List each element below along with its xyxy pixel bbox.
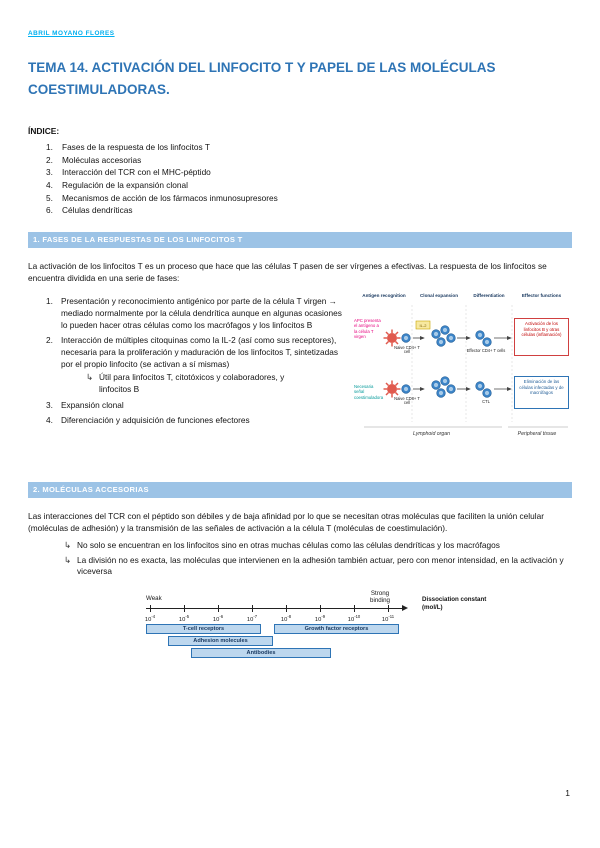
scale-tick: [252, 605, 253, 612]
scale-tick: [286, 605, 287, 612]
figure-column-label: Clonal expansion: [419, 292, 459, 298]
section1-intro: La activación de los linfocitos T es un proceso que hace que las células T pasen de ser vírgenes a efectivas. La respuesta de los linfocitos se encuentra dividida en una serie de fases:: [28, 260, 547, 283]
phase-number: 3.: [46, 399, 53, 410]
figure-column-label: Effector functions: [521, 292, 562, 298]
naive-cd8-label: Naive CD8+ T cell: [394, 395, 420, 406]
scale-tick: [320, 605, 321, 612]
bullet-item: [64, 540, 584, 552]
index-item: [46, 141, 572, 154]
red-annotation-box: Activación de los linfocitos B y otras células (inflamación): [514, 318, 569, 356]
phase-text: Presentación y reconocimiento antigénico por parte de la célula T virgen → mediado normalmente por la célula dendrítica aunque en algunas ocasiones lo pueden hacer otras células como los macrófagos y los linfocitos B: [61, 295, 342, 330]
effector-cd4-label: Effector CD4+ T cells: [466, 347, 506, 353]
index-item: [46, 192, 572, 205]
section2-header: 2. MOLÉCULAS ACCESORIAS: [28, 482, 572, 498]
figure-note-pink: APC presenta el antígeno a la célula T virgen: [354, 317, 381, 339]
scale-tick: [150, 605, 151, 612]
tick-label: $10^{-5}$: [178, 614, 190, 624]
scale-tick: [218, 605, 219, 612]
section1-content: [28, 292, 572, 464]
index-item-number: 3.: [46, 167, 53, 178]
tick-label: $10^{-6}$: [212, 614, 224, 624]
tick-label: $10^{-4}$: [144, 614, 156, 624]
figure-caption-lymphoid: Lymphoid organ: [412, 430, 451, 437]
index-item: [46, 154, 572, 167]
strong-binding-label: Strong binding: [370, 590, 390, 605]
index-item: [46, 166, 572, 179]
scale-bar-tcell-receptors: T-cell receptors: [146, 624, 261, 634]
cd8-clonal-expansion-cells: [432, 377, 456, 398]
index-list: [28, 141, 572, 217]
tick-label: $10^{-11}$: [381, 614, 395, 624]
cd4-clonal-expansion-cells: [432, 326, 456, 347]
index-item-text: Moléculas accesorias: [62, 154, 142, 165]
section1-header: 1. FASES DE LA RESPUESTAS DE LOS LINFOCITOS T: [28, 232, 572, 248]
scale-tick: [388, 605, 389, 612]
index-item-number: 4.: [46, 180, 53, 191]
phase-item: [46, 295, 350, 331]
author-name: ABRIL MOYANO FLORES: [28, 30, 115, 37]
page-title: TEMA 14. ACTIVACIÓN DEL LINFOCITO T Y PAPEL DE LAS MOLÉCULAS COESTIMULADORAS.: [28, 60, 496, 97]
naive-cd8-tcell-icon: [402, 385, 411, 394]
figure-caption-peripheral: Peripheral tissue: [517, 430, 557, 437]
index-item-text: Fases de la respuesta de los linfocitos T: [62, 142, 210, 153]
phase-item: [46, 414, 350, 426]
blue-annotation-box: Eliminación de las células infectadas y de macrófagos: [514, 376, 569, 409]
tick-label: $10^{-7}$: [246, 614, 258, 624]
ctl-label: CTL: [482, 398, 490, 404]
index-item-text: Células dendríticas: [62, 205, 133, 216]
scale-tick: [354, 605, 355, 612]
binding-strength-scale: [116, 590, 586, 670]
phase-number: 2.: [46, 334, 53, 345]
sub-bullet-arrow-icon: ↳: [64, 554, 71, 565]
scale-arrowhead-icon: [402, 605, 408, 611]
weak-label: Weak: [146, 595, 162, 603]
phase-sub-item: [86, 372, 286, 396]
index-item: [46, 204, 572, 217]
effector-cd4-cells: [476, 331, 492, 347]
naive-cd4-tcell-icon: [402, 334, 411, 343]
tcell-activation-figure: [354, 292, 572, 456]
tick-label: $10^{-9}$: [314, 614, 326, 624]
index-item-number: 6.: [46, 205, 53, 216]
phase-text: Diferenciación y adquisición de funciones efectores: [61, 414, 250, 425]
index-item: [46, 179, 572, 192]
dendritic-cell-icon: [384, 380, 401, 397]
page-number: 1: [565, 788, 570, 798]
sub-bullet-arrow-icon: ↳: [64, 539, 71, 550]
phase-number: 4.: [46, 414, 53, 425]
dissociation-constant-label: Dissociation constant (mol/L): [422, 596, 487, 611]
index-heading: ÍNDICE:: [28, 126, 60, 137]
naive-cd4-label: Naive CD4+ T cell: [394, 344, 420, 355]
scale-bar-antibodies: Antibodies: [191, 648, 331, 658]
il2-label: IL-2: [419, 322, 427, 328]
phase-list: [28, 292, 354, 464]
section2-intro: Las interacciones del TCR con el péptido son débiles y de baja afinidad por lo que se necesitan otras moléculas que faciliten la unión celular (moléculas de adhesión) y la transmisión de las señales de activación a la célula T (moléculas de coestimulación).: [28, 510, 544, 533]
dendritic-cell-icon: [384, 329, 401, 346]
scale-bar-growth-factor-receptors: Growth factor receptors: [274, 624, 399, 634]
index-item-text: Mecanismos de acción de los fármacos inmunosupresores: [62, 192, 278, 203]
phase-text: Interacción de múltiples citoquinas como la IL-2 (así como sus receptores), necesaria para la proliferación y maduración de los linfocitos T, sintetizadas por el propio linfocito (se activan a sí mismas): [61, 334, 339, 369]
index-item-text: Regulación de la expansión clonal: [62, 180, 188, 191]
sub-bullet-arrow-icon: ↳: [86, 371, 93, 382]
scale-bar-adhesion-molecules: Adhesion molecules: [168, 636, 273, 646]
bullet-text: La división no es exacta, las moléculas que intervienen en la adhesión también actuar, pero con menor intensidad, en la activación y viceversa: [77, 554, 564, 577]
bullet-item: [64, 555, 584, 579]
tick-label: $10^{-10}$: [347, 614, 361, 624]
tick-label: $10^{-8}$: [280, 614, 292, 624]
scale-tick: [184, 605, 185, 612]
index-item-number: 2.: [46, 154, 53, 165]
figure-column-label: Antigen recognition: [362, 292, 406, 298]
index-item-number: 5.: [46, 192, 53, 203]
bullet-text: No solo se encuentran en los linfocitos sino en otras muchas células como las células dendríticas y los macrófagos: [77, 539, 500, 550]
index-item-text: Interacción del TCR con el MHC-péptido: [62, 167, 211, 178]
phase-item: [46, 334, 350, 370]
figure-shapes: [354, 292, 572, 442]
figure-note-teal: Necesaria señal coestimuladora: [354, 383, 384, 400]
phase-text: Expansión clonal: [61, 399, 124, 410]
figure-column-label: Differentiation: [473, 292, 505, 298]
phase-sub-text: Útil para linfocitos T, citotóxicos y colaboradores, y linfocitos B: [99, 371, 285, 394]
index-item-number: 1.: [46, 142, 53, 153]
phase-number: 1.: [46, 295, 53, 306]
phase-item: [46, 399, 350, 411]
ctl-cells: [476, 382, 492, 398]
